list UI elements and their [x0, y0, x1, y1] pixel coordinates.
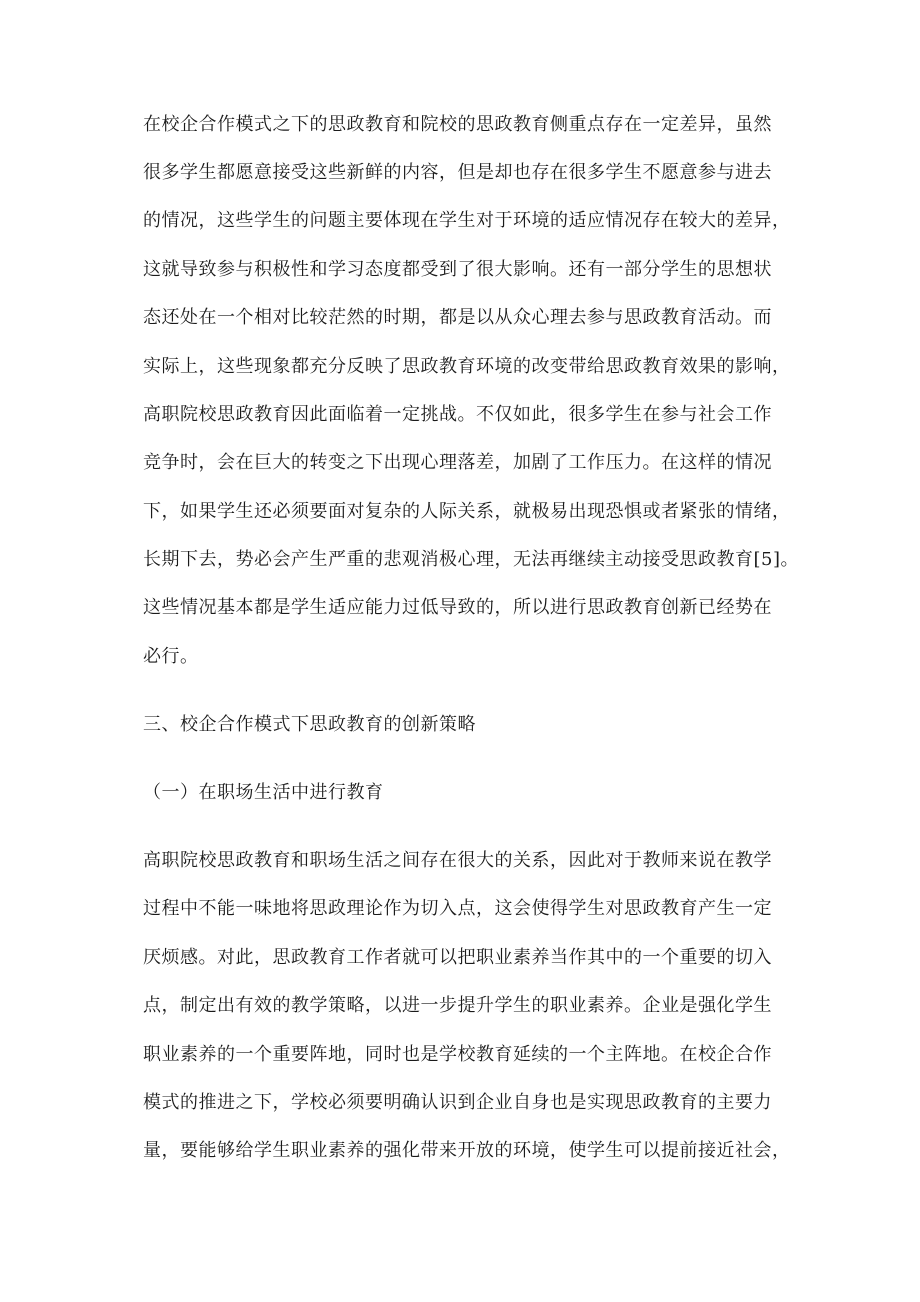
- text-line: 职业素养的一个重要阵地，同时也是学校教育延续的一个主阵地。在校企合作: [143, 1044, 772, 1065]
- text-line: 长期下去，势必会产生严重的悲观消极心理，无法再继续主动接受思政教育[5]。: [143, 549, 799, 570]
- text-line: 必行。: [143, 646, 199, 667]
- text-line: 态还处在一个相对比较茫然的时期，都是以从众心理去参与思政教育活动。而: [143, 307, 772, 328]
- text-line: 量，要能够给学生职业素养的强化带来开放的环境，使学生可以提前接近社会，: [143, 1140, 791, 1161]
- text-line: 厌烦感。对此，思政教育工作者就可以把职业素养当作其中的一个重要的切入: [143, 947, 772, 968]
- section-heading: 三、校企合作模式下思政教育的创新策略: [143, 714, 476, 735]
- text-line: 这就导致参与积极性和学习态度都受到了很大影响。还有一部分学生的思想状: [143, 259, 772, 280]
- text-line: 高职院校思政教育因此面临着一定挑战。不仅如此，很多学生在参与社会工作: [143, 404, 772, 425]
- text-line: 点，制定出有效的教学策略，以进一步提升学生的职业素养。企业是强化学生: [143, 995, 772, 1016]
- text-line: 很多学生都愿意接受这些新鲜的内容，但是却也存在很多学生不愿意参与进去: [143, 162, 772, 183]
- text-line: 模式的推进之下，学校必须要明确认识到企业自身也是实现思政教育的主要力: [143, 1092, 772, 1113]
- text-line: 过程中不能一味地将思政理论作为切入点，这会使得学生对思政教育产生一定: [143, 898, 772, 919]
- subsection-heading: （一）在职场生活中进行教育: [143, 782, 384, 803]
- text-line: 在校企合作模式之下的思政教育和院校的思政教育侧重点存在一定差异，虽然: [143, 114, 772, 135]
- text-line: 下，如果学生还必须要面对复杂的人际关系，就极易出现恐惧或者紧张的情绪，: [143, 501, 791, 522]
- text-line: 的情况，这些学生的问题主要体现在学生对于环境的适应情况存在较大的差异，: [143, 210, 791, 231]
- text-line: 竞争时，会在巨大的转变之下出现心理落差，加剧了工作压力。在这样的情况: [143, 452, 772, 473]
- text-line: 高职院校思政教育和职场生活之间存在很大的关系，因此对于教师来说在教学: [143, 850, 772, 871]
- text-line: 实际上，这些现象都充分反映了思政教育环境的改变带给思政教育效果的影响，: [143, 356, 791, 377]
- text-line: 这些情况基本都是学生适应能力过低导致的，所以进行思政教育创新已经势在: [143, 597, 772, 618]
